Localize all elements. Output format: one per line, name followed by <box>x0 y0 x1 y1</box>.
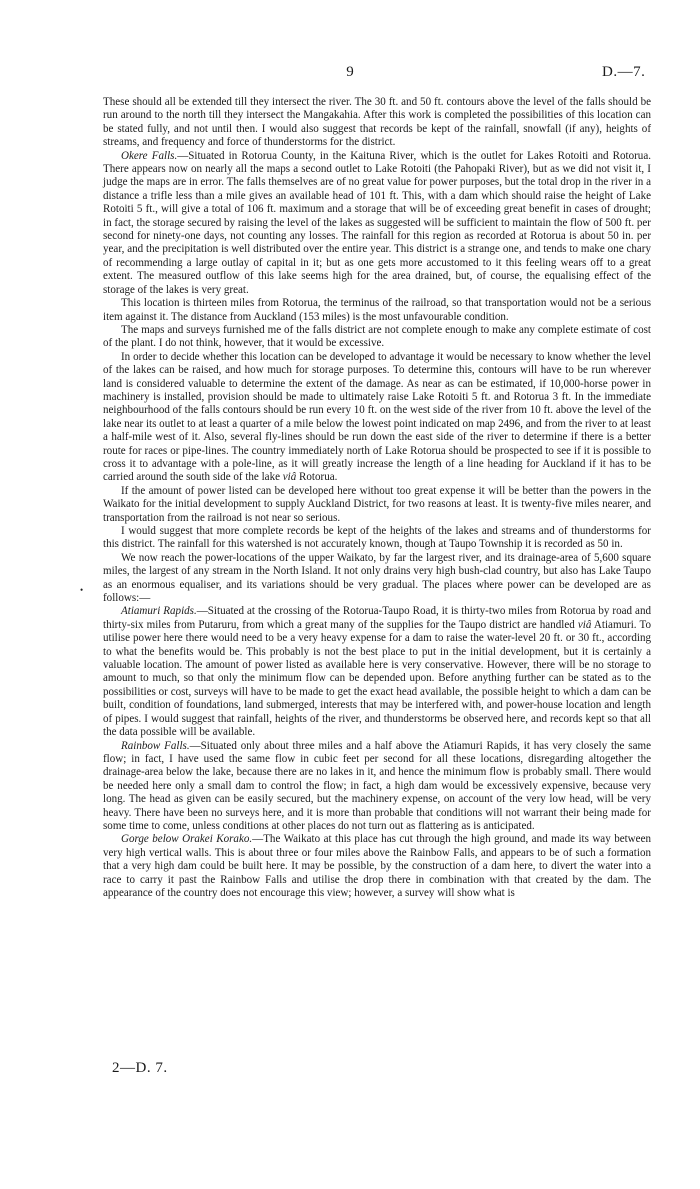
text-run: Rotorua. <box>296 471 338 484</box>
text-run: In order to decide whether this location can be developed to advantage it would be necessary to know whether the level of the lakes can be raised, and how much for storage purposes. To determine this, contours will have to be run wherever land is considered valuable to determine the extent of the damage. As near as can be estimated, if 10,000-horse power in machinery is installed, provision should be made to ultimately raise Lake Rotoiti 5 ft. and Rotorua 3 ft. In the immediate neighbourhood of the falls contours should be run every 10 ft. on the west side of the river from 10 ft. above the level of the lake near its outlet to at least a quarter of a mile below the lowest point indicated on map 2496, and from the river to at least a half-mile west of it. Also, several fly-lines should be run down the east side of the river to determine if there is a better route for races or pipe-lines. The country immediately north of Lake Rotorua should be prospected to see if it is possible to cross it to advantage with a pole-line, as it will greatly increase the length of a line heading for Auckland if it has to be carried around the south side of the lake <box>103 350 651 484</box>
paragraph <box>103 150 651 297</box>
page-number: 9 <box>346 64 354 80</box>
italic-text: viâ <box>282 471 297 484</box>
text-run: This location is thirteen miles from Rotorua, the terminus of the railroad, so that transportation would not be a serious item against it. The distance from Auckland (153 miles) is the most unfavourable condition. <box>103 297 651 323</box>
body-text <box>103 96 651 900</box>
paragraph <box>103 605 651 739</box>
text-run: —Situated only about three miles and a half above the Atiamuri Rapids, it has very closely the same flow; in fact, I have used the same flow in cubic feet per second for all these locations, disregarding altogether the drainage-area below the lake, because there are no lakes in it, and hence the minimum flow is probably small. There would be needed here only a small dam to control the flow; in fact, a high dam would be excessively expensive, because very long. The head as given can be easily secured, but the machinery expense, on account of the very low head, will be very heavy. There have been no surveys here, and it is more than probable that conditions will not warrant their being made for some time to come, unless conditions at other places do not turn out as flattering as is anticipated. <box>103 739 651 832</box>
italic-text: Gorge below Orakei Korako. <box>121 833 253 846</box>
italic-text: Rainbow Falls. <box>121 739 190 752</box>
paragraph <box>103 297 651 324</box>
text-run: These should all be extended till they intersect the river. The 30 ft. and 50 ft. contours above the level of the falls should be run around to the north till they intersect the Mangakahia. After this work is completed the possibilities of this location can be stated fully, and not until then. I would also suggest that records be kept of the rainfall, snowfall (if any), heights of streams, and frequency and force of thunderstorms for the district. <box>103 96 651 149</box>
paragraph <box>103 525 651 552</box>
sheet-reference: 2—D. 7. <box>112 1060 168 1076</box>
italic-text: viâ <box>577 618 592 631</box>
text-run: —Situated at the crossing of the Rotorua-Taupo Road, it is thirty-two miles from Rotorua by road and thirty-six miles from Putaruru, from which a great many of the supplies for the Taupo district are handled <box>103 605 651 631</box>
text-run: I would suggest that more complete records be kept of the heights of the lakes and streams and of thunderstorms for this district. The rainfall for this watershed is not accurately known, though at Taupo Township it is recorded as 50 in. <box>103 525 651 551</box>
paragraph <box>103 324 651 351</box>
paragraph <box>103 485 651 525</box>
text-run: Atiamuri. To utilise power here there would need to be a very heavy expense for a dam to raise the water-level 20 ft. or 30 ft., according to what the benefits would be. This probably is not the best place to put in the initial development, but it is certainly a valuable location. The amount of power listed as available here is very conservative. However, there will be no storage to amount to much, so that only the minimum flow can be depended upon. Before anything further can be stated as to the possibilities or cost, surveys will have to be made to get the exact head available, the possible height to which a dam can be built, condition of foundations, land submerged, interests that may be interfered with, and power-house location and length of pipes. I would suggest that rainfall, heights of the river, and thunderstorms be observed here, and records kept so that all the data possible will be available. <box>103 618 652 739</box>
text-run: We now reach the power-locations of the upper Waikato, by far the largest river, and its drainage-area of 5,600 square miles, the largest of any stream in the North Island. It not only drains very high bush-clad country, but also has Lake Taupo as an enormous equaliser, and its variations should be very gradual. The places where power can be developed are as follows:— <box>103 551 651 605</box>
margin-mark: • <box>80 585 84 595</box>
text-run: —Situated in Rotorua County, in the Kaituna River, which is the outlet for Lakes Rotoiti and Rotorua. There appears now on nearly all the maps a second outlet to Lake Rotoiti (the Pahopaki River), but as we did not visit it, I judge the maps are in error. The falls themselves are of no great value for power purposes, but the total drop in the river in a distance a trifle less than a mile gives an available head of 101 ft. This, with a dam which should raise the height of Lake Rotoiti 5 ft., will give a total of 106 ft. maximum and a storage that will be of exceeding great benefit in cases of drought; in fact, the storage secured by raising the level of the lakes as suggested will be sufficient to maintain the flow of 500 ft. per second for ninety-one days, not counting any losses. The rainfall for this region as recorded at Rotorua is about 50 in. per year, and the precipitation is well distributed over the entire year. This district is a strange one, and tends to make one chary of recommending a large outlay of capital in it; but as one gets more accustomed to it this feeling wears off to a great extent. The measured outflow of this lake seems high for the area drained, but, of course, the equalising effect of the storage of the lakes is very great. <box>103 149 652 296</box>
paragraph <box>103 740 651 834</box>
italic-text: Atiamuri Rapids. <box>121 605 197 618</box>
italic-text: Okere Falls. <box>121 149 178 162</box>
text-run: —The Waikato at this place has cut through the high ground, and made its way between very high vertical walls. This is about three or four miles above the Rainbow Falls, and appears to be of such a formation that a very high dam could be built here. It may be possible, by the construction of a dam here, to divert the water into a race to carry it past the Rainbow Falls and utilise the drop there in combination with that created by the dam. The appearance of the country does not encourage this view; however, a survey will show what is <box>103 833 651 899</box>
paragraph <box>103 552 651 606</box>
paragraph <box>103 96 651 150</box>
paragraph <box>103 351 651 485</box>
document-reference: D.—7. <box>602 64 646 80</box>
text-run: The maps and surveys furnished me of the falls district are not complete enough to make any complete estimate of cost of the plant. I do not think, however, that it would be excessive. <box>103 323 651 350</box>
text-run: If the amount of power listed can be developed here without too great expense it will be better than the powers in the Waikato for the initial development to supply Auckland District, for two reasons at least. It is twenty-five miles nearer, and transportation from the railroad is not near so serious. <box>103 484 651 524</box>
paragraph <box>103 833 651 900</box>
